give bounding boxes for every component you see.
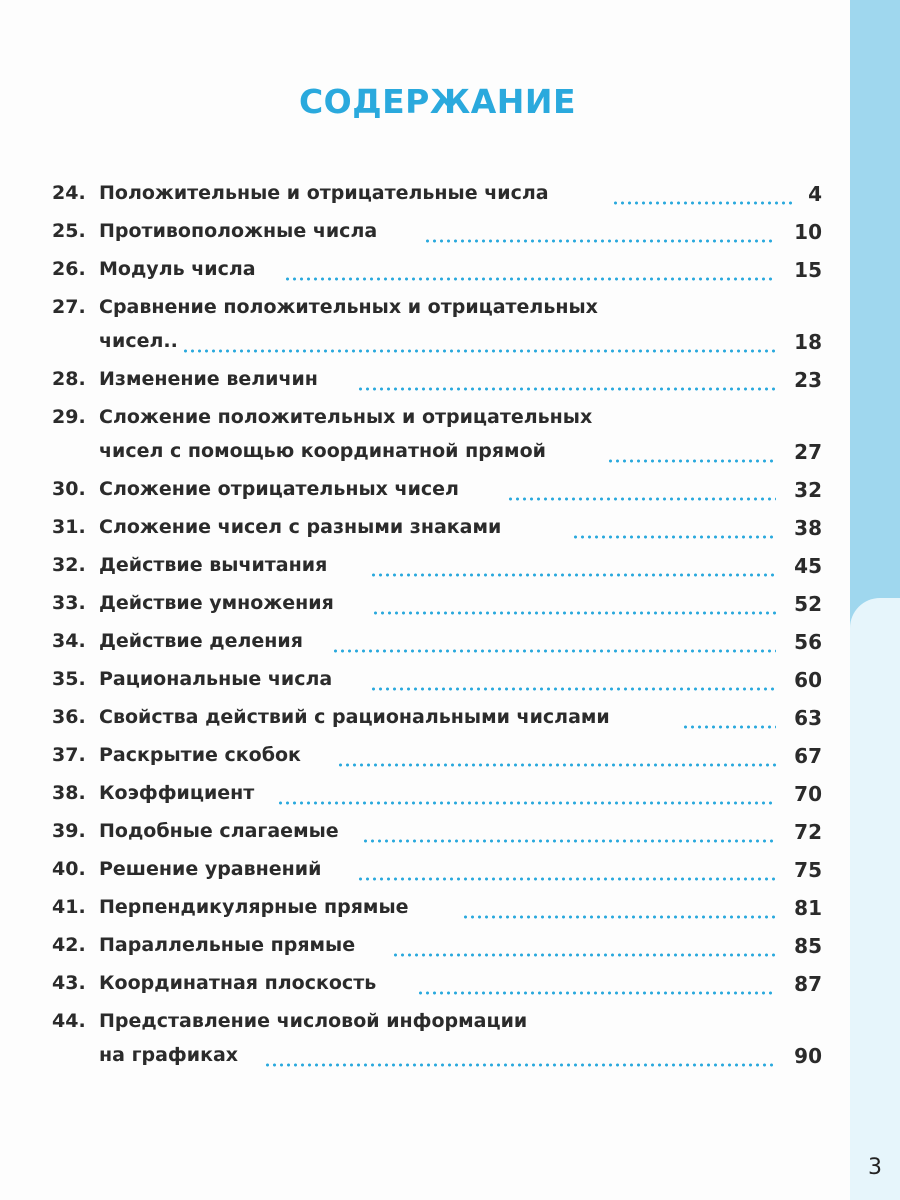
- toc-entry: [52, 406, 822, 434]
- toc-entry: [52, 858, 822, 886]
- toc-entry-number: 29.: [52, 406, 86, 428]
- toc-entry-number: 31.: [52, 516, 86, 538]
- toc-entry-title: Противоположные числа: [99, 220, 378, 242]
- toc-entry-title: Действие деления: [99, 630, 303, 652]
- toc-entry-title: Сложение чисел с разными знаками: [99, 516, 502, 538]
- toc-entry-title: Раскрытие скобок: [99, 744, 301, 766]
- toc-entry-number: 28.: [52, 368, 86, 390]
- toc-entry-number: 30.: [52, 478, 86, 500]
- toc-entry-title-line2: чисел с помощью координатной прямой: [99, 440, 546, 462]
- toc-entry: [52, 592, 822, 620]
- dot-leader: [264, 1063, 776, 1067]
- toc-entry: [52, 744, 822, 772]
- toc-entry-page: 38: [794, 516, 822, 540]
- toc-entry-number: 32.: [52, 554, 86, 576]
- toc-entry-page: 70: [794, 782, 822, 806]
- toc-entry-page: 4: [808, 182, 822, 206]
- toc-entry-number: 34.: [52, 630, 86, 652]
- dot-leader: [682, 725, 776, 729]
- toc-entry-title: Сравнение положительных и отрицательных: [99, 296, 598, 318]
- toc-entry-title-line2: чисел..: [99, 330, 178, 352]
- toc-entry-number: 26.: [52, 258, 86, 280]
- toc-entry: [52, 630, 822, 658]
- dot-leader: [462, 915, 776, 919]
- toc-entry: [52, 782, 822, 810]
- toc-entry-title: Координатная плоскость: [99, 972, 377, 994]
- toc-entry-title: Представление числовой информации: [99, 1010, 528, 1032]
- toc-entry-continuation: [52, 330, 822, 358]
- toc-entry: [52, 972, 822, 1000]
- toc-entry-page: 27: [794, 440, 822, 464]
- toc-entry: [52, 182, 822, 210]
- page-number: 3: [868, 1155, 882, 1180]
- dot-leader: [357, 877, 776, 881]
- toc-entry-title-line2: на графиках: [99, 1044, 239, 1066]
- dot-leader: [337, 763, 776, 767]
- toc-entry: [52, 368, 822, 396]
- toc-entry-page: 60: [794, 668, 822, 692]
- toc-entry-number: 41.: [52, 896, 86, 918]
- dot-leader: [392, 953, 776, 957]
- dot-leader: [372, 611, 776, 615]
- toc-entry: [52, 934, 822, 962]
- dot-leader: [607, 459, 776, 463]
- toc-entry-page: 52: [794, 592, 822, 616]
- dot-leader: [417, 991, 776, 995]
- toc-entry: [52, 668, 822, 696]
- toc-entry-page: 87: [794, 972, 822, 996]
- toc-entry: [52, 258, 822, 286]
- dot-leader: [332, 649, 776, 653]
- toc-entry: [52, 220, 822, 248]
- toc-entry-page: 75: [794, 858, 822, 882]
- toc-entry-number: 35.: [52, 668, 86, 690]
- toc-entry-number: 33.: [52, 592, 86, 614]
- page-title: СОДЕРЖАНИЕ: [298, 82, 577, 121]
- dot-leader: [507, 497, 776, 501]
- toc-entry-number: 25.: [52, 220, 86, 242]
- toc-entry-continuation: [52, 1044, 822, 1072]
- toc-entry-title: Модуль числа: [99, 258, 256, 280]
- toc-entry-title: Положительные и отрицательные числа: [99, 182, 549, 204]
- dot-leader: [362, 839, 776, 843]
- toc-entry-page: 56: [794, 630, 822, 654]
- toc-entry: [52, 554, 822, 582]
- toc-entry-title: Действие вычитания: [99, 554, 328, 576]
- toc-entry: [52, 516, 822, 544]
- toc-entry-page: 72: [794, 820, 822, 844]
- toc-entry-title: Изменение величин: [99, 368, 318, 390]
- toc-entry-number: 36.: [52, 706, 86, 728]
- toc-entry-title: Действие умножения: [99, 592, 334, 614]
- toc-entry-page: 85: [794, 934, 822, 958]
- toc-entry-page: 81: [794, 896, 822, 920]
- toc-entry-page: 32: [794, 478, 822, 502]
- toc-entry-number: 40.: [52, 858, 86, 880]
- toc-entry-number: 37.: [52, 744, 86, 766]
- toc-entry-title: Параллельные прямые: [99, 934, 356, 956]
- dot-leader: [357, 387, 776, 391]
- toc-entry: [52, 1010, 822, 1038]
- toc-entry-title: Коэффициент: [99, 782, 255, 804]
- toc-entry-page: 63: [794, 706, 822, 730]
- dot-leader: [370, 687, 776, 691]
- toc-entry-title: Перпендикулярные прямые: [99, 896, 409, 918]
- dot-leader: [277, 801, 776, 805]
- toc-entry-number: 44.: [52, 1010, 86, 1032]
- toc-entry-page: 18: [794, 330, 822, 354]
- toc-entry-title: Сложение отрицательных чисел: [99, 478, 459, 500]
- toc-entry-number: 43.: [52, 972, 86, 994]
- toc-entry-title: Свойства действий с рациональными числами: [99, 706, 610, 728]
- toc-entry: [52, 478, 822, 506]
- dot-leader: [612, 201, 794, 205]
- toc-entry-title: Подобные слагаемые: [99, 820, 339, 842]
- toc-entry: [52, 296, 822, 324]
- toc-entry-number: 39.: [52, 820, 86, 842]
- toc-entry-title: Решение уравнений: [99, 858, 322, 880]
- toc-entry-page: 45: [794, 554, 822, 578]
- toc-entry-page: 90: [794, 1044, 822, 1068]
- toc-entry-number: 27.: [52, 296, 86, 318]
- toc-entry-title: Рациональные числа: [99, 668, 333, 690]
- dot-leader: [182, 349, 776, 353]
- toc-entry-page: 67: [794, 744, 822, 768]
- toc-entry-continuation: [52, 440, 822, 468]
- toc-entry-page: 15: [794, 258, 822, 282]
- toc-entry: [52, 820, 822, 848]
- dot-leader: [284, 277, 776, 281]
- toc-entry-number: 42.: [52, 934, 86, 956]
- dot-leader: [572, 535, 776, 539]
- toc-entry-number: 38.: [52, 782, 86, 804]
- toc-entry-number: 24.: [52, 182, 86, 204]
- toc-entry-title: Сложение положительных и отрицательных: [99, 406, 593, 428]
- toc-entry-page: 23: [794, 368, 822, 392]
- toc-entry: [52, 896, 822, 924]
- toc-entry: [52, 706, 822, 734]
- dot-leader: [424, 239, 776, 243]
- toc-entry-page: 10: [794, 220, 822, 244]
- dot-leader: [370, 573, 776, 577]
